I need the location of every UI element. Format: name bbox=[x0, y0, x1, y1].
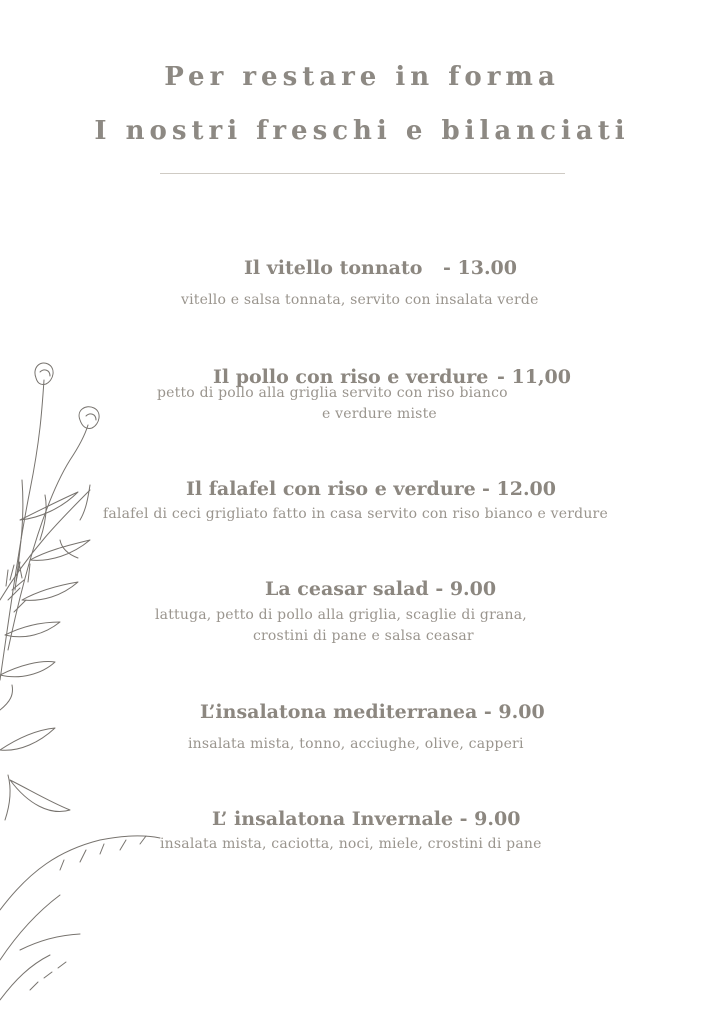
dish-name: Il falafel con riso e verdure bbox=[186, 478, 476, 500]
dish-description: crostini di pane e salsa ceasar bbox=[253, 628, 474, 644]
dish-description: falafel di ceci grigliato fatto in casa servito con riso bianco e verdure bbox=[103, 506, 608, 522]
dish-name: L’ insalatona Invernale - 9.00 bbox=[212, 808, 521, 830]
menu-title-line-2: I nostri freschi e bilanciati bbox=[94, 116, 630, 146]
dish-description: lattuga, petto di pollo alla griglia, scaglie di grana, bbox=[155, 607, 527, 623]
dish-description: vitello e salsa tonnata, servito con insalata verde bbox=[181, 292, 539, 308]
menu-title-line-1: Per restare in forma bbox=[164, 62, 560, 92]
dish-description: e verdure miste bbox=[322, 406, 437, 422]
dish-description: insalata mista, caciotta, noci, miele, crostini di pane bbox=[160, 836, 542, 852]
dish-name: Il pollo con riso e verdure bbox=[213, 366, 489, 388]
dish-description: petto di pollo alla griglia servito con riso bianco bbox=[157, 385, 508, 401]
dish-name: Il vitello tonnato bbox=[244, 257, 423, 279]
title-divider bbox=[160, 173, 565, 174]
dish-description: insalata mista, tonno, acciughe, olive, capperi bbox=[188, 736, 524, 752]
dish-name: La ceasar salad - 9.00 bbox=[265, 578, 497, 600]
dish-price: - 13.00 bbox=[443, 257, 517, 279]
dish-name: L’insalatona mediterranea - 9.00 bbox=[200, 701, 545, 723]
dish-price: - 12.00 bbox=[482, 478, 556, 500]
dish-price: - 11,00 bbox=[497, 366, 571, 388]
botanical-line-drawing-icon bbox=[0, 350, 180, 1024]
